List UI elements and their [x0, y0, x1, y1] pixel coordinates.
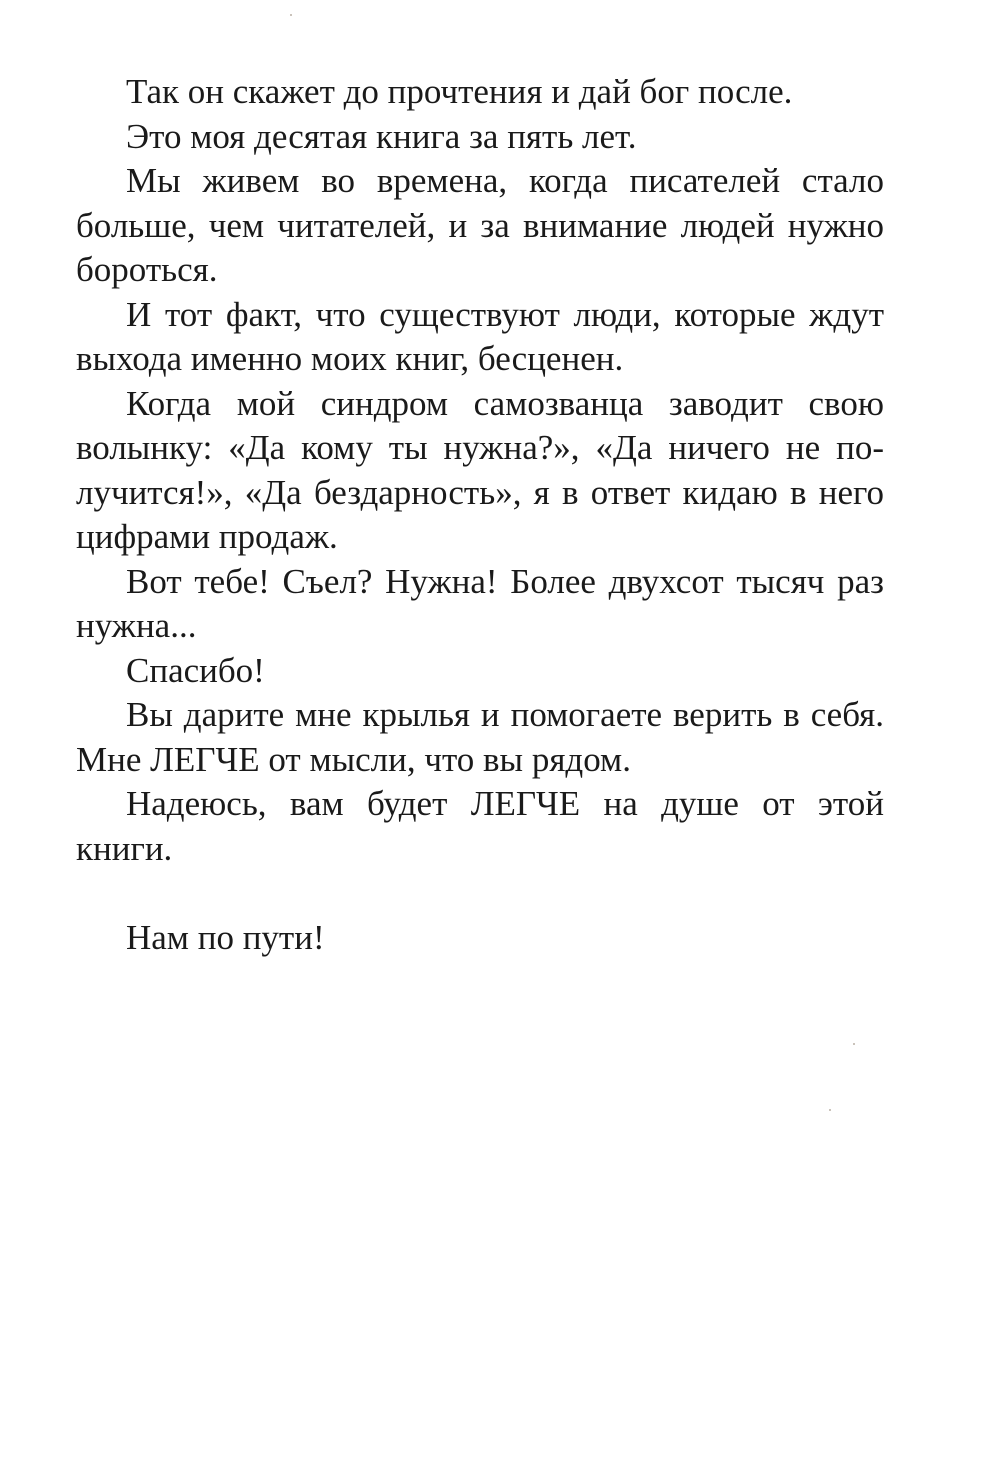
paragraph-9: Надеюсь, вам будет ЛЕГЧЕ на душе от этой книги.	[76, 784, 884, 868]
paragraph-1: Так он скажет до прочтения и дай бог после.	[126, 72, 793, 111]
paragraph-6: Вот тебе! Съел? Нужна! Более двухсот тысяч раз нужна...	[76, 561, 884, 645]
scan-speck	[829, 1109, 831, 1111]
paragraph-3: Мы живем во времена, когда писателей стало больше, чем читателей, и за внимание людей нужно бороться.	[76, 161, 884, 289]
paragraph-7: Спасибо!	[126, 650, 265, 690]
page-text-block	[76, 70, 884, 960]
scan-speck	[853, 1043, 855, 1045]
paragraph-4: И тот факт, что существуют люди, которые ждут выхода именно моих книг, бесценен.	[76, 294, 884, 378]
closing-line: Нам по пути!	[126, 917, 325, 957]
paragraph-5: Когда мой синдром самозванца заводит свою волынку: «Да кому ты нужна?», «Да ничего не получится!», «Да бездарность», я в ответ кидаю в него цифрами продаж.	[76, 383, 884, 556]
paragraph-8: Вы дарите мне крылья и помогаете верить в себя. Мне ЛЕГЧЕ от мысли, что вы рядом.	[76, 695, 884, 779]
paragraph-2: Это моя десятая книга за пять лет.	[126, 116, 637, 156]
scan-speck	[290, 14, 292, 16]
